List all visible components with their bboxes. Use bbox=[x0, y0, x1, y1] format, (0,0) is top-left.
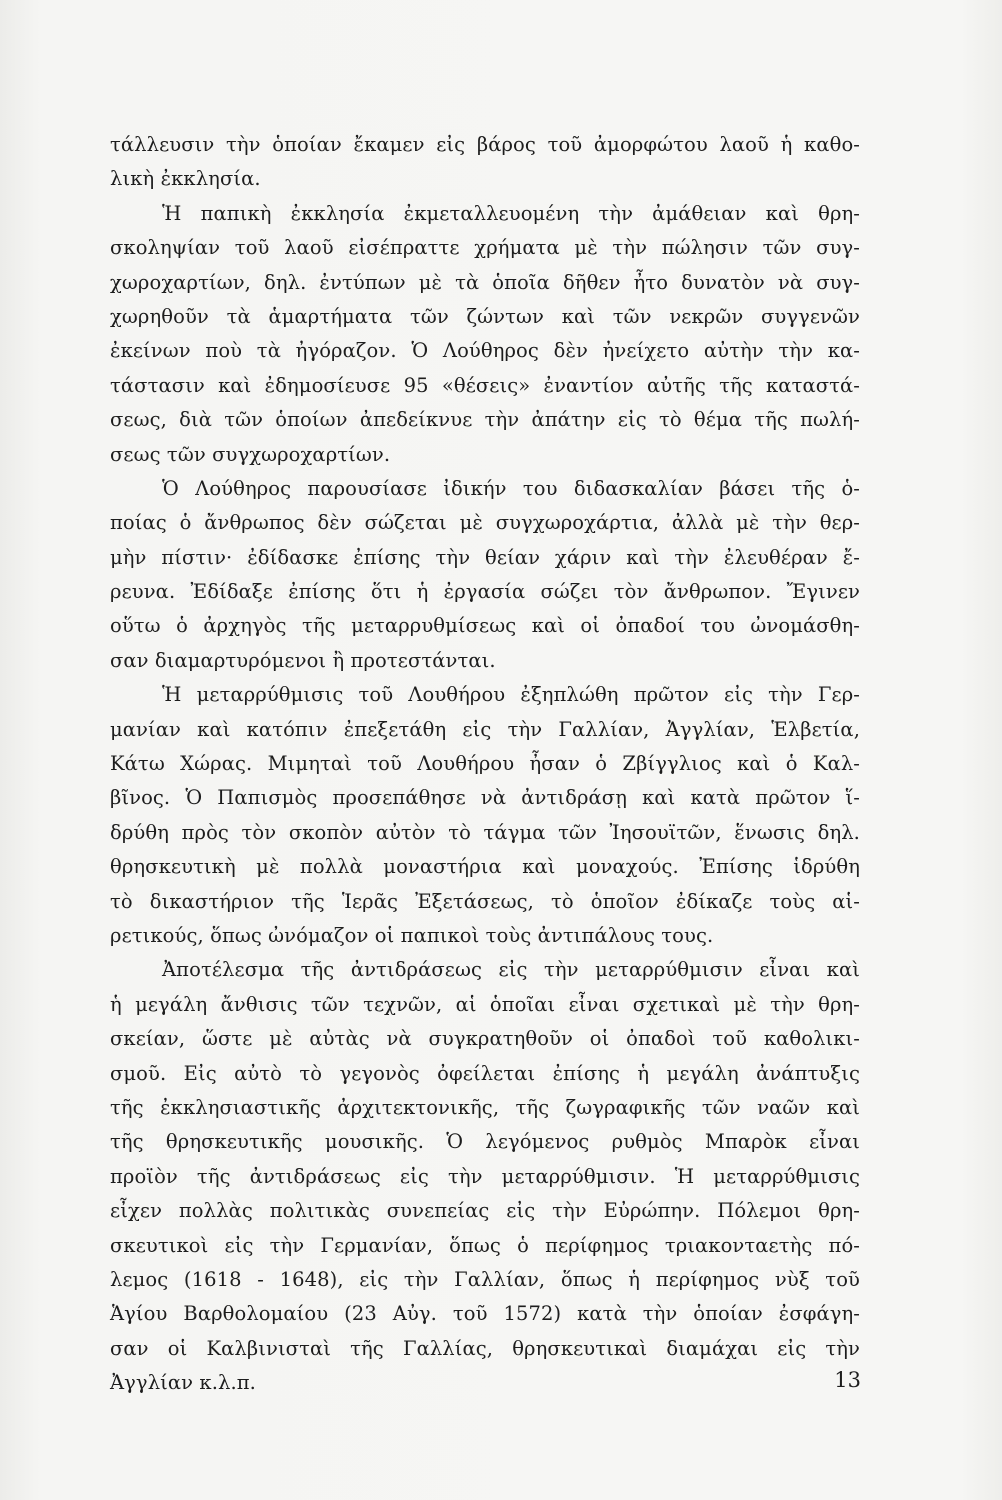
text-line: ρευνα. Ἐδίδαξε ἐπίσης ὅτι ἡ ἐργασία σώζει τὸν ἄνθρωπον. Ἔγινεν bbox=[110, 580, 860, 604]
text-line: τὸ δικαστήριον τῆς Ἱερᾶς Ἐξετάσεως, τὸ ὁποῖον ἐδίκαζε τοὺς αἱ- bbox=[110, 889, 860, 913]
text-line: δρύθη πρὸς τὸν σκοπὸν αὐτὸν τὸ τάγμα τῶν Ἰησουϊτῶν, ἕνωσις δηλ. bbox=[110, 820, 860, 844]
text-line: ἐκείνων ποὺ τὰ ἠγόραζον. Ὁ Λούθηρος δὲν ἠνείχετο αὐτὴν τὴν κα- bbox=[110, 339, 860, 363]
text-line: σεως τῶν συγχωροχαρτίων. bbox=[110, 442, 391, 466]
text-line: Ἀποτέλεσμα τῆς ἀντιδράσεως εἰς τὴν μεταρρύθμισιν εἶναι καὶ bbox=[162, 958, 860, 982]
text-line: Ἡ παπικὴ ἐκκλησία ἐκμεταλλευομένη τὴν ἀμάθειαν καὶ θρη- bbox=[162, 201, 860, 225]
text-line: σκοληψίαν τοῦ λαοῦ εἰσέπραττε χρήματα μὲ τὴν πώλησιν τῶν συγ- bbox=[110, 236, 860, 260]
text-line: ρετικούς, ὅπως ὠνόμαζον οἱ παπικοὶ τοὺς ἀντιπάλους τους. bbox=[110, 923, 714, 947]
text-line: μὴν πίστιν· ἐδίδασκε ἐπίσης τὴν θείαν χάριν καὶ τὴν ἐλευθέραν ἔ- bbox=[110, 545, 860, 569]
text-line: λικὴ ἐκκλησία. bbox=[110, 167, 261, 191]
text-line: προϊὸν τῆς ἀντιδράσεως εἰς τὴν μεταρρύθμισιν. Ἡ μεταρρύθμισις bbox=[110, 1164, 860, 1188]
text-line: εἶχεν πολλὰς πολιτικὰς συνεπείας εἰς τὴν Εὐρώπην. Πόλεμοι θρη- bbox=[110, 1199, 860, 1223]
text-line: τάστασιν καὶ ἐδημοσίευσε 95 «θέσεις» ἐναντίον αὐτῆς τῆς καταστά- bbox=[110, 373, 860, 397]
text-line: λεμος (1618 - 1648), εἰς τὴν Γαλλίαν, ὅπως ἡ περίφημος νὺξ τοῦ bbox=[110, 1267, 860, 1291]
text-line: σκευτικοὶ εἰς τὴν Γερμανίαν, ὅπως ὁ περίφημος τριακονταετὴς πό- bbox=[110, 1233, 860, 1257]
text-line: οὕτω ὁ ἀρχηγὸς τῆς μεταρρυθμίσεως καὶ οἱ ὀπαδοί του ὠνομάσθη- bbox=[110, 614, 860, 638]
body-text bbox=[110, 128, 860, 1400]
text-line: χωροχαρτίων, δηλ. ἐντύπων μὲ τὰ ὁποῖα δῆθεν ἦτο δυνατὸν νὰ συγ- bbox=[110, 270, 860, 294]
text-line: σαν διαμαρτυρόμενοι ἢ προτεστάνται. bbox=[110, 648, 496, 672]
text-line: Ἁγίου Βαρθολομαίου (23 Αὐγ. τοῦ 1572) κατὰ τὴν ὁποίαν ἐσφάγη- bbox=[110, 1302, 860, 1326]
text-line: Ὁ Λούθηρος παρουσίασε ἰδικήν του διδασκαλίαν βάσει τῆς ὁ- bbox=[162, 476, 860, 500]
text-line: ποίας ὁ ἄνθρωπος δὲν σώζεται μὲ συγχωροχάρτια, ἀλλὰ μὲ τὴν θερ- bbox=[110, 511, 860, 535]
text-line: ἡ μεγάλη ἄνθισις τῶν τεχνῶν, αἱ ὁποῖαι εἶναι σχετικαὶ μὲ τὴν θρη- bbox=[110, 992, 860, 1016]
text-line: σμοῦ. Εἰς αὐτὸ τὸ γεγονὸς ὀφείλεται ἐπίσης ἡ μεγάλη ἀνάπτυξις bbox=[110, 1061, 860, 1085]
text-line: σκείαν, ὥστε μὲ αὐτὰς νὰ συγκρατηθοῦν οἱ ὀπαδοὶ τοῦ καθολικι- bbox=[110, 1027, 860, 1051]
text-line: βῖνος. Ὁ Παπισμὸς προσεπάθησε νὰ ἀντιδράσῃ καὶ κατὰ πρῶτον ἵ- bbox=[110, 786, 860, 810]
text-line: τῆς θρησκευτικῆς μουσικῆς. Ὁ λεγόμενος ρυθμὸς Μπαρὸκ εἶναι bbox=[110, 1130, 860, 1154]
text-line: μανίαν καὶ κατόπιν ἐπεξετάθη εἰς τὴν Γαλλίαν, Ἀγγλίαν, Ἑλβετία, bbox=[110, 717, 860, 741]
text-line: Κάτω Χώρας. Μιμηταὶ τοῦ Λουθήρου ἦσαν ὁ Ζβίγγλιος καὶ ὁ Καλ- bbox=[110, 752, 860, 776]
text-line: θρησκευτικὴ μὲ πολλὰ μοναστήρια καὶ μοναχούς. Ἐπίσης ἱδρύθη bbox=[110, 855, 860, 879]
text-line: σεως, διὰ τῶν ὁποίων ἀπεδείκνυε τὴν ἀπάτην εἰς τὸ θέμα τῆς πωλή- bbox=[110, 408, 860, 432]
text-line: χωρηθοῦν τὰ ἁμαρτήματα τῶν ζώντων καὶ τῶν νεκρῶν συγγενῶν bbox=[110, 304, 860, 328]
text-line: τάλλευσιν τὴν ὁποίαν ἔκαμεν εἰς βάρος τοῦ ἀμορφώτου λαοῦ ἡ καθο- bbox=[110, 133, 860, 156]
text-line: τῆς ἐκκλησιαστικῆς ἀρχιτεκτονικῆς, τῆς ζωγραφικῆς τῶν ναῶν καὶ bbox=[110, 1095, 860, 1119]
text-line: Ἀγγλίαν κ.λ.π. bbox=[110, 1371, 256, 1395]
page-number: 13 bbox=[834, 1368, 861, 1392]
text-line: Ἡ μεταρρύθμισις τοῦ Λουθήρου ἐξηπλώθη πρῶτον εἰς τὴν Γερ- bbox=[162, 683, 860, 707]
text-line: σαν οἱ Καλβινισταὶ τῆς Γαλλίας, θρησκευτικαὶ διαμάχαι εἰς τὴν bbox=[110, 1336, 860, 1360]
